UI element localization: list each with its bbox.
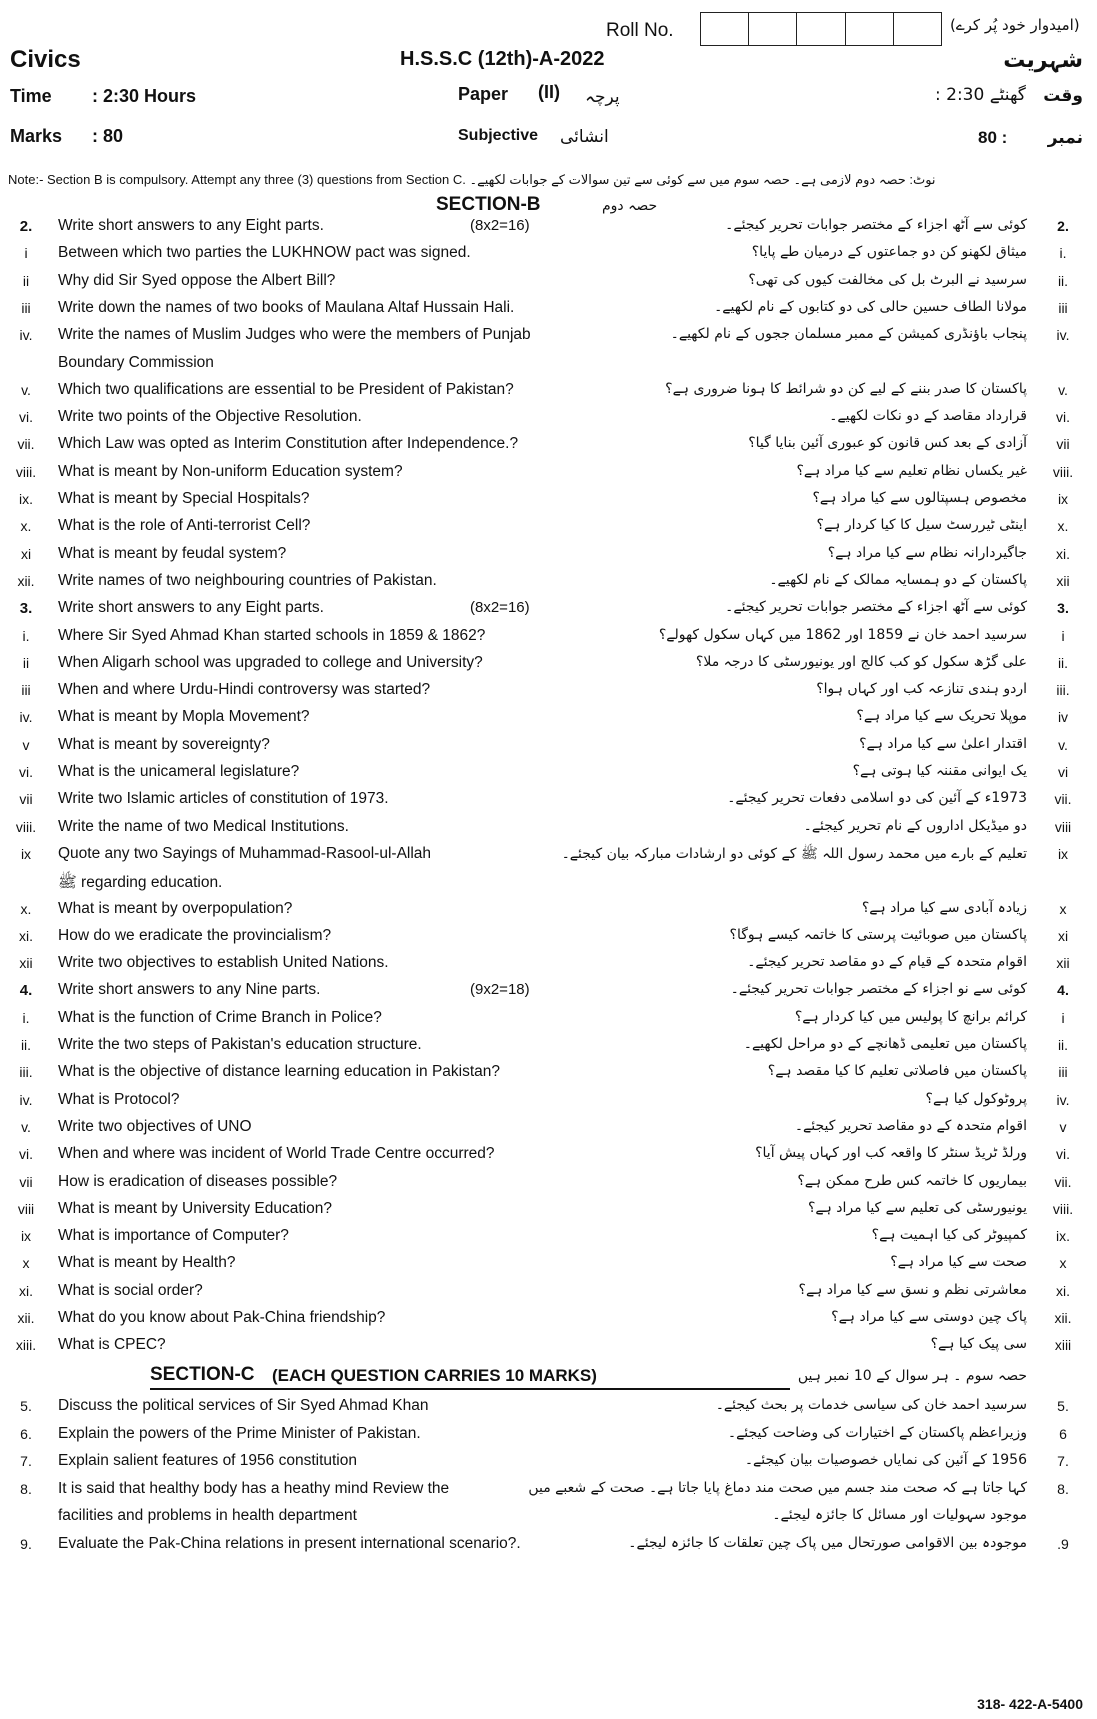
question-text: What do you know about Pak-China friendship? — [58, 1309, 386, 1326]
question-text: Quote any two Sayings of Muhammad-Rasool-ul-Allah — [58, 844, 432, 862]
question-number: viii — [17, 1200, 35, 1217]
question-text-urdu: کوئی سے آٹھ اجزاء کے مختصر جوابات تحریر کیجئے۔ — [725, 217, 1027, 233]
question-text-urdu: دو میڈیکل اداروں کے نام تحریر کیجئے۔ — [803, 817, 1027, 834]
roll-digit-box[interactable] — [701, 13, 749, 45]
question-text: Which Law was opted as Interim Constitution after Independence.? — [58, 435, 519, 453]
subject-title: Civics — [10, 46, 81, 73]
time-value: : 2:30 Hours — [92, 86, 197, 106]
question-number-urdu: 5. — [1057, 1398, 1069, 1414]
exam-title: H.S.S.C (12th)-A-2022 — [400, 48, 605, 70]
question-text: What is Protocol? — [58, 1090, 180, 1108]
question-text-urdu: ورلڈ ٹریڈ سنٹر کا واقعہ کب اور کہاں پیش آیا؟ — [755, 1145, 1027, 1162]
question-text: What is importance of Computer? — [58, 1227, 289, 1245]
question-number: 4. — [19, 982, 33, 1000]
question-text: Write down the names of two books of Maulana Altaf Hussain Hali. — [58, 298, 515, 316]
question-number: vi. — [19, 764, 33, 780]
question-text-urdu: اقتدار اعلیٰ سے کیا مراد ہے؟ — [859, 735, 1027, 752]
question-number-urdu: ix. — [1056, 1228, 1070, 1245]
question-number: 7. — [20, 1453, 32, 1470]
question-number: 5. — [20, 1398, 32, 1414]
question-number: iv. — [19, 709, 33, 726]
question-row — [0, 514, 1097, 538]
question-row — [0, 842, 1097, 866]
question-text: When and where was incident of World Trade Centre occurred? — [58, 1145, 495, 1163]
time-urdu-value: : 2:30 گھنٹے — [935, 85, 1026, 105]
question-number-urdu: vii — [1056, 436, 1070, 453]
question-text-urdu: آزادی کے بعد کس قانون کو عبوری آئین بنایا گیا؟ — [748, 435, 1027, 452]
question-number: vii — [19, 1173, 33, 1190]
question-text-urdu: مخصوص ہسپتالوں سے کیا مراد ہے؟ — [812, 490, 1027, 506]
question-number-urdu: v — [1059, 1118, 1067, 1135]
question-row — [0, 1006, 1097, 1030]
question-number-urdu: v. — [1058, 381, 1068, 398]
question-row — [0, 323, 1097, 347]
question-text: facilities and problems in health department — [58, 1507, 357, 1525]
question-text: What is meant by Health? — [58, 1254, 236, 1272]
question-text: What is meant by Special Hospitals? — [58, 490, 310, 507]
question-text: What is the role of Anti-terrorist Cell? — [58, 517, 311, 535]
question-text-urdu: یک ایوانی مقننہ کیا ہوتی ہے؟ — [852, 763, 1027, 779]
question-text-urdu: مولانا الطاف حسین حالی کی دو کتابوں کے نام لکھیے۔ — [714, 298, 1027, 315]
question-text: Write names of two neighbouring countries of Pakistan. — [58, 571, 437, 589]
question-number: x. — [20, 518, 32, 535]
question-text-urdu: پنجاب باؤنڈری کمیشن کے ممبر مسلمان ججوں کے نام لکھیے۔ — [670, 326, 1027, 343]
question-number-urdu: i — [1061, 1009, 1065, 1026]
question-number-urdu: i. — [1059, 245, 1067, 262]
question-text: Boundary Commission — [58, 353, 214, 371]
question-text-urdu: تعلیم کے بارے میں محمد رسول اللہ ﷺ کے کوئی دو ارشادات مبارکہ بیان کیجئے۔ — [561, 845, 1027, 862]
question-text-urdu: غیر یکساں نظام تعلیم سے کیا مراد ہے؟ — [796, 462, 1027, 479]
question-text-urdu: صحت سے کیا مراد ہے؟ — [890, 1254, 1027, 1271]
question-text-urdu: سرسید نے البرٹ بل کی مخالفت کیوں کی تھی؟ — [748, 271, 1027, 288]
question-row — [0, 1422, 1097, 1446]
question-row — [0, 1532, 1097, 1556]
question-row — [0, 651, 1097, 675]
question-row — [0, 542, 1097, 566]
question-number: iii — [21, 682, 31, 699]
question-text: What is meant by University Education? — [58, 1199, 332, 1217]
question-text-urdu: موپلا تحریک سے کیا مراد ہے؟ — [856, 708, 1027, 725]
section-b-urdu: حصہ دوم — [602, 198, 658, 214]
question-text-urdu: پاکستان کا صدر بننے کے لیے کن دو شرائط کا ہونا ضروری ہے؟ — [665, 380, 1027, 397]
question-number-urdu: xi. — [1056, 1282, 1070, 1299]
question-text-urdu: بیماریوں کا خاتمہ کس طرح ممکن ہے؟ — [797, 1172, 1027, 1189]
question-number-urdu: ii. — [1057, 1037, 1069, 1053]
question-number-urdu: iv. — [1056, 1091, 1070, 1108]
question-number: 2. — [19, 218, 33, 235]
question-text: Discuss the political services of Sir Syed Ahmad Khan — [58, 1397, 429, 1414]
question-marks: (8x2=16) — [470, 599, 530, 617]
question-number-urdu: xiii — [1054, 1337, 1072, 1354]
question-text: Write two objectives to establish United Nations. — [58, 954, 389, 972]
time-urdu-label: وقت — [1043, 86, 1083, 106]
section-b-title: SECTION-B — [436, 194, 541, 215]
paper-code: 318- 422-A-5400 — [977, 1696, 1083, 1712]
question-number: xiii. — [15, 1337, 37, 1354]
question-number: vii — [19, 791, 33, 808]
roll-number-urdu: (امیدوار خود پُر کرے) — [950, 16, 1080, 34]
question-text-urdu: معاشرتی نظم و نسق سے کیا مراد ہے؟ — [798, 1281, 1027, 1298]
question-text: Which two qualifications are essential to be President of Pakistan? — [58, 380, 514, 398]
question-text: Write the names of Muslim Judges who were the members of Punjab — [58, 326, 531, 344]
question-row — [0, 1306, 1097, 1330]
marks-urdu-value: 80 : — [978, 128, 1008, 147]
question-row — [0, 1033, 1097, 1057]
question-number: i — [24, 245, 28, 262]
question-number: iii — [21, 299, 31, 316]
question-text-urdu: یونیورسٹی کی تعلیم سے کیا مراد ہے؟ — [807, 1199, 1027, 1216]
question-number: vi. — [19, 409, 33, 426]
question-text-urdu: علی گڑھ سکول کو کب کالج اور یونیورسٹی کا درجہ ملا؟ — [695, 653, 1027, 670]
roll-number-label: Roll No. — [606, 20, 674, 41]
question-text: How do we eradicate the provincialism? — [58, 926, 332, 944]
section-c-subtitle: (EACH QUESTION CARRIES 10 MARKS) — [272, 1366, 597, 1385]
question-row — [0, 733, 1097, 757]
question-text-urdu: اینٹی ٹیررسٹ سیل کا کیا کردار ہے؟ — [816, 517, 1027, 534]
question-row — [0, 1088, 1097, 1112]
question-text: What is CPEC? — [58, 1336, 166, 1354]
question-number: i. — [22, 1009, 30, 1026]
question-number-urdu: 8. — [1057, 1480, 1069, 1497]
question-heading — [0, 596, 1097, 620]
question-row — [0, 760, 1097, 784]
question-row — [0, 432, 1097, 456]
question-number-urdu: vii. — [1054, 1173, 1072, 1190]
question-number-urdu: i — [1061, 627, 1065, 644]
question-number: vii. — [17, 436, 35, 453]
question-text: When Aligarh school was upgraded to college and University? — [58, 653, 483, 671]
question-number: iv. — [19, 327, 33, 344]
paper-label: Paper — [458, 84, 509, 104]
question-text: Where Sir Syed Ahmad Khan started schools in 1859 & 1862? — [58, 626, 486, 644]
question-number-urdu: x — [1059, 900, 1067, 917]
question-text-urdu: قرارداد مقاصد کے دو نکات لکھیے۔ — [829, 408, 1027, 425]
question-text-urdu: میثاق لکھنو کن دو جماعتوں کے درمیان طے پایا؟ — [751, 244, 1027, 261]
question-text-urdu: سرسید احمد خان نے 1859 اور 1862 میں کہاں سکول کھولے؟ — [658, 626, 1027, 643]
question-number-urdu: ix — [1057, 845, 1069, 862]
time-label: Time — [10, 86, 52, 106]
question-number: ix. — [19, 491, 33, 507]
question-row — [0, 1477, 1097, 1501]
question-text-urdu: پاکستان میں صوبائیت پرستی کا خاتمہ کیسے ہوگا؟ — [729, 926, 1027, 943]
question-row — [0, 815, 1097, 839]
question-number: v. — [21, 381, 31, 398]
question-number-urdu: 7. — [1057, 1453, 1069, 1470]
question-text-urdu: کہا جاتا ہے کہ صحت مند جسم میں صحت مند دماغ پایا جاتا ہے۔ صحت کے شعبے میں — [528, 1479, 1027, 1496]
question-number: viii. — [15, 818, 37, 835]
roll-digit-box[interactable] — [797, 13, 845, 45]
question-text-urdu: سرسید احمد خان کی سیاسی خدمات پر بحث کیجئے۔ — [715, 1397, 1027, 1413]
question-row — [0, 787, 1097, 811]
subjective-urdu: انشائی — [560, 127, 609, 147]
question-number: viii. — [15, 463, 37, 480]
question-row — [0, 1060, 1097, 1084]
marks-value: : 80 — [92, 126, 124, 146]
question-number: iii. — [19, 1064, 33, 1081]
question-text: Write the two steps of Pakistan's education structure. — [58, 1036, 422, 1053]
question-text-urdu: جاگیردارانہ نظام سے کیا مراد ہے؟ — [827, 544, 1027, 561]
question-text: How is eradication of diseases possible? — [58, 1172, 338, 1190]
question-text: What is meant by Mopla Movement? — [58, 708, 310, 726]
note-english: Note:- Section B is compulsory. Attempt any three (3) questions from Section C. نوٹ: حصہ دوم لازمی ہے۔ حصہ سوم میں سے کوئی سے تین سوالات کے جوابات لکھیے۔ — [8, 172, 936, 187]
section-c-urdu: حصہ سوم ۔ ہر سوال کے 10 نمبر ہیں — [797, 1368, 1027, 1384]
question-number-urdu: 2. — [1057, 218, 1069, 234]
question-number: iv. — [19, 1091, 33, 1108]
question-row — [0, 1504, 1097, 1528]
question-text-urdu: 1956 کے آئین کی نمایاں خصوصیات بیان کیجئے۔ — [744, 1452, 1027, 1469]
question-number-urdu: x — [1059, 1255, 1067, 1272]
marks-urdu-label: نمبر — [1047, 128, 1083, 148]
roll-number-box[interactable] — [700, 12, 942, 46]
question-number-urdu: vi — [1057, 764, 1069, 780]
question-text: What is meant by sovereignty? — [58, 735, 270, 753]
question-text-urdu: 1973ء کے آئین کی دو اسلامی دفعات تحریر کیجئے۔ — [727, 790, 1027, 807]
question-text: Write two points of the Objective Resolution. — [58, 408, 362, 426]
question-number: 9. — [20, 1536, 32, 1552]
question-number: v — [22, 736, 30, 753]
question-text: Write the name of two Medical Institutions. — [58, 817, 349, 835]
question-number-urdu: xii — [1056, 955, 1070, 972]
question-number-urdu: viii — [1054, 818, 1072, 835]
question-row — [0, 869, 1097, 893]
question-text: What is meant by Non-uniform Education system? — [58, 462, 403, 480]
question-text-urdu: کمپیوٹر کی کیا اہمیت ہے؟ — [871, 1227, 1027, 1244]
question-row — [0, 705, 1097, 729]
question-text-urdu: اقوام متحدہ کے دو مقاصد تحریر کیجئے۔ — [794, 1117, 1027, 1134]
question-number: xi. — [19, 927, 33, 944]
question-row — [0, 1197, 1097, 1221]
question-text: Write short answers to any Nine parts. — [58, 981, 321, 999]
question-number: ii — [22, 654, 30, 671]
question-text: What is the unicameral legislature? — [58, 763, 300, 780]
question-number-urdu: vi. — [1056, 1146, 1070, 1163]
question-row — [0, 460, 1097, 484]
question-text: Write two objectives of UNO — [58, 1117, 252, 1135]
question-number-urdu: xii — [1056, 572, 1070, 589]
question-number-urdu: xi. — [1056, 545, 1070, 562]
question-number-urdu: 6 — [1059, 1425, 1067, 1442]
question-number-urdu: .9 — [1057, 1536, 1069, 1552]
question-text: Explain the powers of the Prime Minister of Pakistan. — [58, 1424, 421, 1442]
question-row — [0, 1224, 1097, 1248]
question-number-urdu: 3. — [1057, 600, 1069, 617]
question-text-urdu: اردو ہندی تنازعہ کب اور کہاں ہوا؟ — [816, 681, 1027, 698]
question-number: xii — [19, 955, 33, 972]
question-text-urdu: زیادہ آبادی سے کیا مراد ہے؟ — [861, 899, 1027, 916]
question-row — [0, 624, 1097, 648]
question-text: What is the objective of distance learning education in Pakistan? — [58, 1063, 501, 1081]
question-text-urdu: سی پیک کیا ہے؟ — [930, 1336, 1027, 1353]
question-number-urdu: viii. — [1052, 463, 1074, 480]
question-text: ﷺ regarding education. — [58, 874, 223, 892]
question-text-urdu: اقوام متحدہ کے قیام کے دو مقاصد تحریر کیجئے۔ — [747, 954, 1027, 971]
question-text-urdu: کوئی سے نو اجزاء کے مختصر جوابات تحریر کیجئے۔ — [730, 981, 1027, 998]
question-number-urdu: v. — [1058, 736, 1068, 753]
question-text: What is meant by overpopulation? — [58, 899, 293, 917]
question-number-urdu: ii. — [1057, 272, 1069, 289]
question-number-urdu: ix — [1057, 491, 1069, 507]
roll-digit-box[interactable] — [846, 13, 894, 45]
question-text: What is the function of Crime Branch in Police? — [58, 1008, 382, 1026]
question-number: xi. — [19, 1282, 33, 1299]
question-number: ii — [22, 272, 30, 289]
question-marks: (9x2=18) — [470, 981, 530, 999]
subject-title-urdu: شہریت — [1003, 48, 1083, 73]
roll-digit-box[interactable] — [894, 13, 941, 45]
question-row — [0, 678, 1097, 702]
question-number-urdu: viii. — [1052, 1200, 1074, 1217]
question-row — [0, 897, 1097, 921]
question-number-urdu: iv — [1057, 709, 1069, 726]
question-text-urdu: موجود سہولیات اور مسائل کا جائزہ لیجئے۔ — [772, 1507, 1027, 1524]
question-row — [0, 1142, 1097, 1166]
question-row — [0, 269, 1097, 293]
question-number: ix — [20, 1228, 32, 1245]
question-row — [0, 296, 1097, 320]
question-row — [0, 569, 1097, 593]
question-number: x — [22, 1255, 30, 1272]
section-c-title: SECTION-C — [150, 1364, 255, 1385]
question-text: It is said that healthy body has a heathy mind Review the — [58, 1479, 450, 1497]
question-text-urdu: پاک چین دوستی سے کیا مراد ہے؟ — [831, 1309, 1027, 1325]
question-number: v. — [21, 1118, 31, 1135]
question-row — [0, 351, 1097, 375]
question-heading — [0, 978, 1097, 1002]
question-number: xii. — [17, 572, 35, 589]
question-number-urdu: iv. — [1056, 327, 1070, 344]
question-row — [0, 1279, 1097, 1303]
question-number-urdu: iii. — [1056, 682, 1070, 699]
question-text-urdu: پاکستان میں تعلیمی ڈھانچے کے دو مراحل لکھیے۔ — [743, 1036, 1027, 1052]
question-marks: (8x2=16) — [470, 217, 530, 234]
question-number: 3. — [19, 600, 33, 618]
question-heading — [0, 214, 1097, 238]
question-row — [0, 1251, 1097, 1275]
question-text-urdu: پاکستان کے دو ہمسایہ ممالک کے نام لکھیے۔ — [769, 571, 1027, 588]
question-number: vi. — [19, 1146, 33, 1163]
question-row — [0, 1170, 1097, 1194]
paper-value: (II) — [538, 82, 560, 102]
question-row — [0, 951, 1097, 975]
question-row — [0, 1115, 1097, 1139]
question-text-urdu: موجودہ بین الاقوامی صورتحال میں پاک چین تعلقات کا جائزہ لیجئے۔ — [628, 1535, 1027, 1551]
question-number: x. — [20, 900, 32, 917]
marks-label: Marks — [10, 126, 63, 146]
question-row — [0, 924, 1097, 948]
question-text: Why did Sir Syed oppose the Albert Bill? — [58, 271, 336, 289]
question-row — [0, 378, 1097, 402]
question-text: Evaluate the Pak-China relations in present international scenario?. — [58, 1535, 521, 1552]
question-number: i. — [22, 627, 30, 644]
question-text-urdu: کرائم برانچ کا پولیس میں کیا کردار ہے؟ — [794, 1008, 1027, 1025]
question-text: What is meant by feudal system? — [58, 544, 287, 562]
question-number: xii. — [17, 1310, 35, 1326]
question-row — [0, 1449, 1097, 1473]
question-row — [0, 487, 1097, 511]
question-number-urdu: xii. — [1054, 1310, 1072, 1326]
question-number: ix — [20, 845, 32, 862]
question-text: Write two Islamic articles of constitution of 1973. — [58, 790, 389, 808]
question-number-urdu: x. — [1057, 518, 1069, 535]
question-text: What is social order? — [58, 1281, 203, 1299]
question-row — [0, 1394, 1097, 1418]
subjective-label: Subjective — [458, 127, 539, 144]
question-number: ii. — [20, 1037, 32, 1053]
question-number-urdu: ii. — [1057, 654, 1069, 671]
question-text-urdu: کوئی سے آٹھ اجزاء کے مختصر جوابات تحریر کیجئے۔ — [725, 599, 1027, 616]
question-text: Write short answers to any Eight parts. — [58, 599, 324, 617]
question-text: Write short answers to any Eight parts. — [58, 217, 324, 234]
question-number: xi — [20, 545, 32, 562]
question-number-urdu: xi — [1057, 927, 1069, 944]
question-text-urdu: وزیراعظم پاکستان کے اختیارات کی وضاحت کیجئے۔ — [727, 1424, 1027, 1441]
question-number-urdu: vii. — [1054, 791, 1072, 808]
section-c-underline — [150, 1388, 790, 1390]
question-text: Between which two parties the LUKHNOW pact was signed. — [58, 244, 471, 262]
question-number-urdu: 4. — [1057, 982, 1069, 999]
question-text: Explain salient features of 1956 constitution — [58, 1452, 357, 1470]
question-text-urdu: پاکستان میں فاصلاتی تعلیم کا کیا مقصد ہے؟ — [767, 1063, 1027, 1080]
question-number-urdu: iii — [1058, 1064, 1068, 1081]
question-text-urdu: پروٹوکول کیا ہے؟ — [925, 1090, 1027, 1107]
question-number-urdu: iii — [1058, 299, 1068, 316]
question-row — [0, 405, 1097, 429]
question-number-urdu: vi. — [1056, 409, 1070, 426]
question-number: 8. — [20, 1480, 32, 1497]
question-text: When and where Urdu-Hindi controversy was started? — [58, 681, 431, 699]
question-number: 6. — [20, 1425, 32, 1442]
paper-urdu: پرچہ — [585, 87, 620, 107]
roll-digit-box[interactable] — [749, 13, 797, 45]
question-row — [0, 1333, 1097, 1357]
question-row — [0, 241, 1097, 265]
